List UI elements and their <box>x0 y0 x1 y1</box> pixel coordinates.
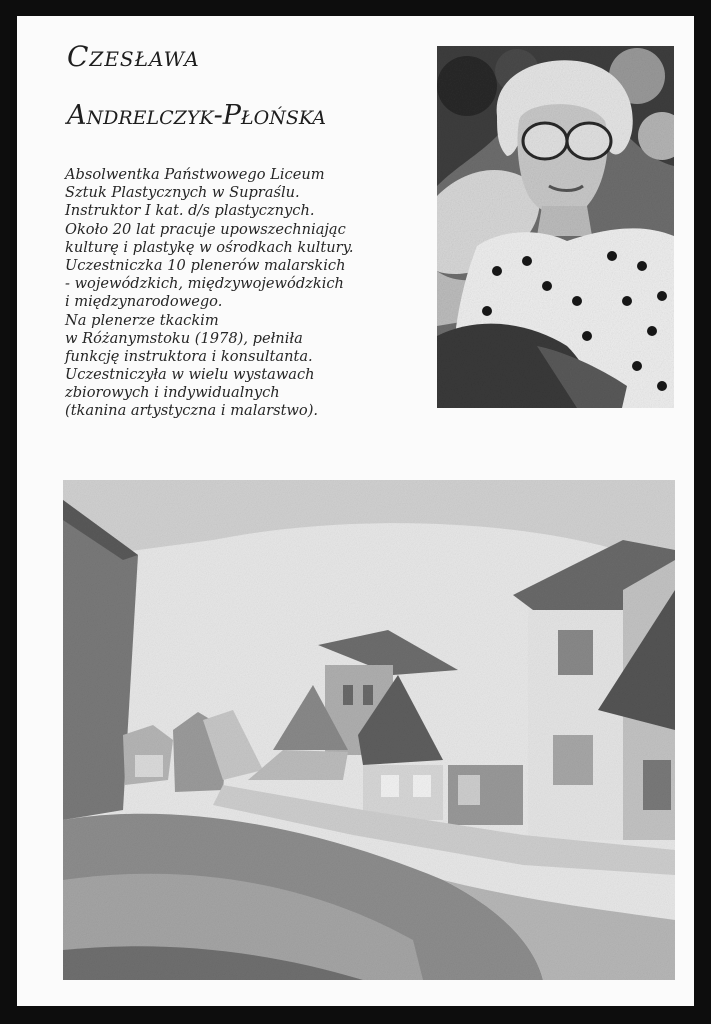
bio-line: Instruktor I kat. d/s plastycznych. <box>65 202 315 220</box>
artist-last-name: Andrelczyk-Płońska <box>67 100 326 131</box>
bio-line: Absolwentka Państwowego Liceum <box>65 166 325 183</box>
bio-line: zbiorowych i indywidualnych <box>65 384 280 402</box>
painting-reproduction <box>63 480 675 980</box>
bio-line: funkcję instruktora i konsultanta. <box>65 347 313 365</box>
bio-line: Na plenerze tkackim <box>65 311 219 329</box>
artist-biography <box>65 166 425 421</box>
bio-line: i międzynarodowego. <box>65 293 223 311</box>
bio-line: Uczestniczka 10 plenerów malarskich <box>65 256 346 274</box>
artist-portrait-photo <box>437 46 674 408</box>
bio-line: Uczestniczyła w wielu wystawach <box>65 366 315 384</box>
artist-first-name: Czesława <box>67 40 200 73</box>
catalog-page <box>17 16 694 1006</box>
bio-line: Sztuk Plastycznych w Supraślu. <box>65 184 300 202</box>
bio-line: Około 20 lat pracuje upowszechniając <box>65 220 346 238</box>
bio-line: - wojewódzkich, międzywojewódzkich <box>65 275 344 293</box>
bio-line: (tkanina artystyczna i malarstwo). <box>65 402 319 420</box>
bio-line: w Różanymstoku (1978), pełniła <box>65 329 303 347</box>
bio-line: kulturę i plastykę w ośrodkach kultury. <box>65 238 354 256</box>
